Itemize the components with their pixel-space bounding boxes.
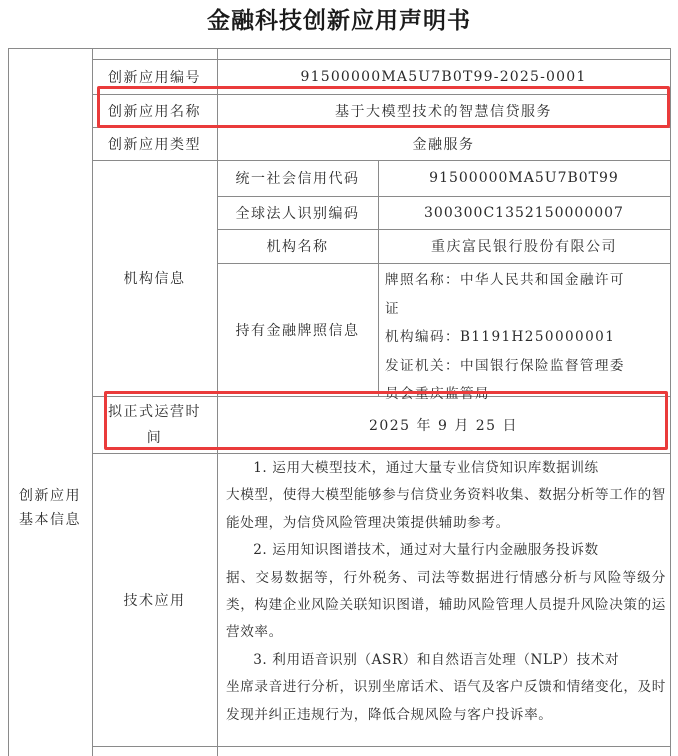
technology-paragraph [226, 455, 666, 537]
launch-label-line2: 间 [146, 429, 163, 446]
app-number-label: 创新应用编号 [108, 69, 201, 86]
technology-paragraph-first-line: 2. 运用知识图谱技术，通过对大量行内金融服务投诉数 [253, 542, 599, 559]
institution-name-value: 重庆富民银行股份有限公司 [431, 239, 617, 255]
institution-name-label: 机构名称 [266, 239, 329, 255]
license-line: 员会重庆监管局 [385, 386, 490, 403]
institution-label: 机构信息 [123, 271, 186, 287]
section-label-basic-info [8, 480, 92, 536]
app-name-value: 基于大模型技术的智慧信贷服务 [335, 103, 552, 120]
license-line: 证 [385, 300, 400, 317]
launch-date-value: 2025 年 9 月 25 日 [368, 417, 519, 434]
launch-label-line1: 拟正式运营时 [108, 403, 201, 420]
lei-code-label: 全球法人识别编码 [235, 205, 360, 222]
technology-paragraph-rest: 大模型，使得大模型能够参与信贷业务资料收集、数据分析等工作的智能处理，为信贷风险管理决策提供辅助参考。 [226, 487, 667, 531]
credit-code-value: 91500000MA5U7B0T99 [429, 170, 619, 186]
license-line: 牌照名称：中华人民共和国金融许可 [385, 272, 625, 288]
license-line: 机构编码：B1191H250000001 [385, 329, 616, 346]
highlight-box-app-name [97, 86, 670, 128]
technology-paragraph [226, 647, 666, 729]
technology-paragraph-first-line: 1. 运用大模型技术，通过大量专业信贷知识库数据训练 [253, 460, 599, 476]
technology-paragraph-rest: 坐席录音进行分析，识别坐席话术、语气及客户反馈和情绪变化，及时发现并纠正违规行为，降低合规风险与客户投诉率。 [226, 679, 667, 723]
section-label-line2: 基本信息 [19, 512, 81, 528]
credit-code-label: 统一社会信用代码 [235, 171, 360, 187]
document-title: 金融科技创新应用声明书 [207, 8, 471, 34]
app-number-value: 91500000MA5U7B0T99-2025-0001 [300, 68, 587, 85]
license-line: 发证机关：中国银行保险监督管理委 [385, 357, 625, 374]
technology-paragraph-first-line: 3. 利用语音识别（ASR）和自然语言处理（NLP）技术对 [253, 651, 620, 668]
app-type-value: 金融服务 [412, 136, 475, 153]
license-info [385, 266, 667, 409]
technology-description [226, 455, 666, 729]
app-type-label: 创新应用类型 [108, 136, 201, 153]
section-label-line1: 创新应用 [19, 488, 81, 504]
lei-code-value: 300300C1352150000007 [424, 204, 624, 221]
highlight-box-launch-date [104, 391, 668, 450]
app-name-label: 创新应用名称 [108, 103, 201, 120]
license-label: 持有金融牌照信息 [235, 322, 360, 339]
technology-label: 技术应用 [123, 592, 186, 609]
technology-paragraph [226, 537, 666, 647]
technology-paragraph-rest: 据、交易数据等，行外税务、司法等数据进行情感分析与风险等级分类，构建企业风险关联知识图谱，辅助风险管理人员提升风险决策的运营效率。 [226, 569, 667, 641]
